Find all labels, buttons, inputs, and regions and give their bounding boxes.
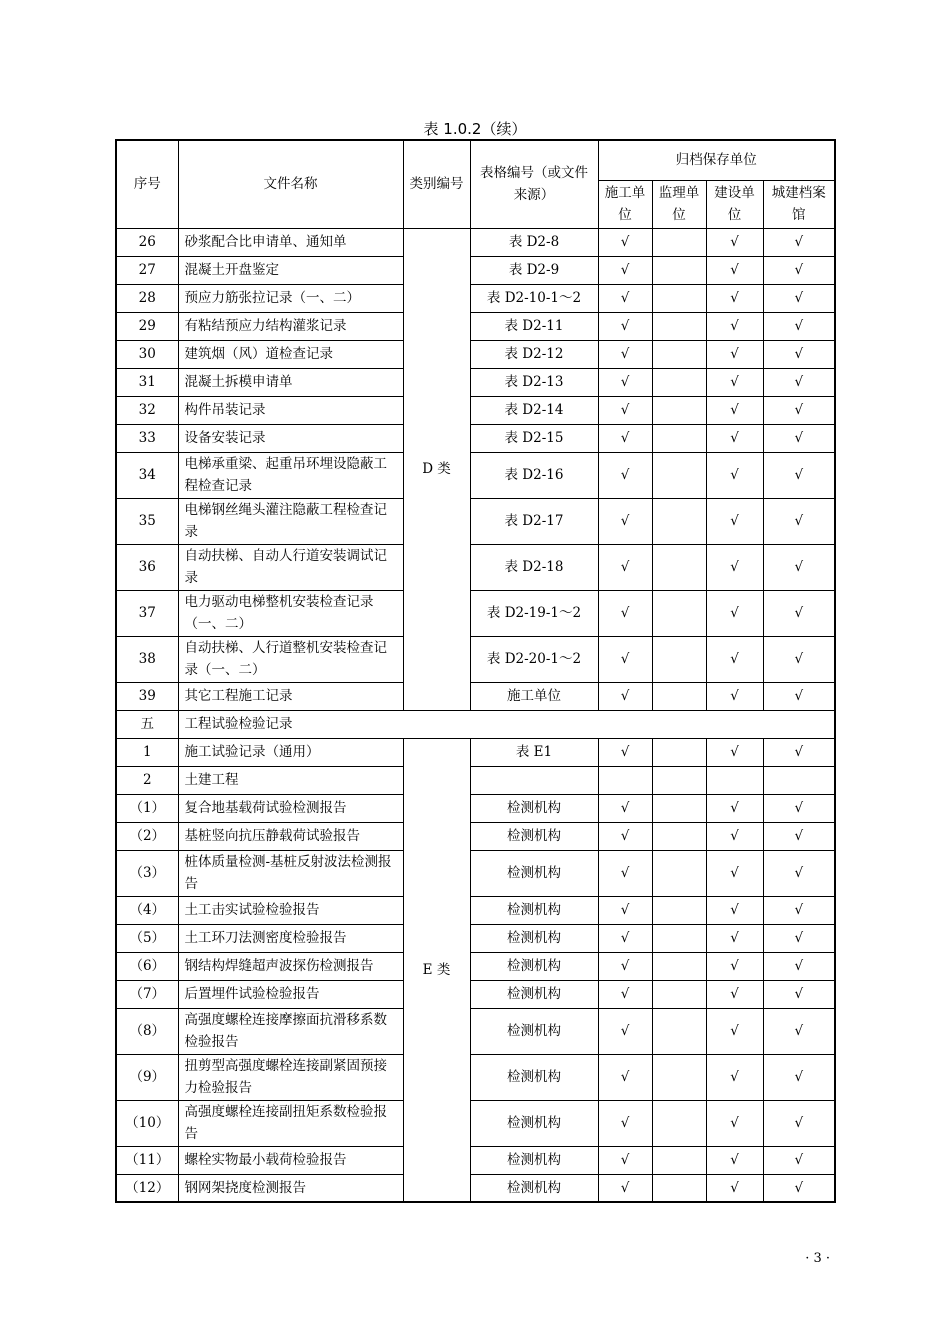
row-seq: 32 (116, 396, 178, 424)
category-cell: E 类 (403, 738, 470, 1202)
mark-archive: √ (763, 980, 835, 1008)
row-seq: 30 (116, 340, 178, 368)
mark-supervision (652, 368, 706, 396)
row-file-name: 螺栓实物最小载荷检验报告 (178, 1146, 403, 1174)
row-seq: 38 (116, 636, 178, 682)
row-file-name: 高强度螺栓连接副扭矩系数检验报告 (178, 1100, 403, 1146)
row-code: 表 D2-17 (470, 498, 598, 544)
mark-owner: √ (706, 794, 763, 822)
row-seq: （1） (116, 794, 178, 822)
mark-construction: √ (598, 424, 652, 452)
mark-construction: √ (598, 284, 652, 312)
row-seq: （4） (116, 896, 178, 924)
table-row (116, 544, 835, 590)
mark-archive: √ (763, 794, 835, 822)
header-code: 表格编号（或文件来源） (470, 140, 598, 228)
mark-owner: √ (706, 738, 763, 766)
mark-archive: √ (763, 452, 835, 498)
mark-owner (706, 766, 763, 794)
mark-owner: √ (706, 850, 763, 896)
row-file-name: 桩体质量检测-基桩反射波法检测报告 (178, 850, 403, 896)
header-unit-construction: 施工单位 (598, 180, 652, 228)
mark-construction: √ (598, 1174, 652, 1202)
table-row (116, 396, 835, 424)
mark-supervision (652, 340, 706, 368)
mark-supervision (652, 738, 706, 766)
mark-construction: √ (598, 228, 652, 256)
mark-supervision (652, 424, 706, 452)
row-seq: （2） (116, 822, 178, 850)
mark-owner: √ (706, 340, 763, 368)
table-row (116, 1008, 835, 1054)
header-unit-owner: 建设单位 (706, 180, 763, 228)
row-file-name: 有粘结预应力结构灌浆记录 (178, 312, 403, 340)
mark-supervision (652, 256, 706, 284)
mark-owner: √ (706, 284, 763, 312)
row-file-name: 设备安装记录 (178, 424, 403, 452)
mark-supervision (652, 1054, 706, 1100)
table-row (116, 1054, 835, 1100)
mark-archive: √ (763, 284, 835, 312)
row-seq: 26 (116, 228, 178, 256)
mark-archive: √ (763, 636, 835, 682)
row-code: 检测机构 (470, 896, 598, 924)
table-row (116, 1146, 835, 1174)
mark-supervision (652, 980, 706, 1008)
row-file-name: 钢结构焊缝超声波探伤检测报告 (178, 952, 403, 980)
header-archive-group: 归档保存单位 (598, 140, 835, 180)
mark-construction: √ (598, 340, 652, 368)
mark-supervision (652, 682, 706, 710)
mark-owner: √ (706, 1008, 763, 1054)
table-row (116, 452, 835, 498)
row-seq: 35 (116, 498, 178, 544)
category-cell: D 类 (403, 228, 470, 710)
row-code: 表 D2-13 (470, 368, 598, 396)
mark-owner: √ (706, 1100, 763, 1146)
mark-construction: √ (598, 952, 652, 980)
mark-owner: √ (706, 312, 763, 340)
row-seq: （9） (116, 1054, 178, 1100)
mark-construction: √ (598, 896, 652, 924)
mark-owner: √ (706, 498, 763, 544)
table-row (116, 636, 835, 682)
mark-archive: √ (763, 822, 835, 850)
mark-supervision (652, 284, 706, 312)
mark-owner: √ (706, 896, 763, 924)
mark-archive: √ (763, 396, 835, 424)
mark-archive: √ (763, 1146, 835, 1174)
mark-supervision (652, 924, 706, 952)
mark-owner: √ (706, 228, 763, 256)
mark-construction (598, 766, 652, 794)
header-seq: 序号 (116, 140, 178, 228)
mark-archive (763, 766, 835, 794)
row-file-name: 扭剪型高强度螺栓连接副紧固预接力检验报告 (178, 1054, 403, 1100)
row-code: 表 D2-8 (470, 228, 598, 256)
row-code: 检测机构 (470, 850, 598, 896)
row-seq: 28 (116, 284, 178, 312)
row-seq: （11） (116, 1146, 178, 1174)
mark-construction: √ (598, 1100, 652, 1146)
table-caption: 表 1.0.2（续） (423, 120, 527, 138)
row-code: 检测机构 (470, 980, 598, 1008)
row-seq: 27 (116, 256, 178, 284)
mark-construction: √ (598, 312, 652, 340)
row-seq: （8） (116, 1008, 178, 1054)
row-code: 检测机构 (470, 1100, 598, 1146)
mark-archive: √ (763, 1054, 835, 1100)
row-file-name: 施工试验记录（通用） (178, 738, 403, 766)
mark-archive: √ (763, 850, 835, 896)
mark-supervision (652, 850, 706, 896)
mark-archive: √ (763, 544, 835, 590)
row-code (470, 766, 598, 794)
row-seq: 37 (116, 590, 178, 636)
mark-construction: √ (598, 1146, 652, 1174)
mark-owner: √ (706, 1054, 763, 1100)
row-seq: （3） (116, 850, 178, 896)
mark-owner: √ (706, 368, 763, 396)
mark-construction: √ (598, 822, 652, 850)
mark-owner: √ (706, 822, 763, 850)
mark-supervision (652, 396, 706, 424)
mark-owner: √ (706, 980, 763, 1008)
row-code: 表 D2-9 (470, 256, 598, 284)
mark-supervision (652, 766, 706, 794)
mark-construction: √ (598, 368, 652, 396)
mark-archive: √ (763, 896, 835, 924)
table-row (116, 1100, 835, 1146)
mark-supervision (652, 452, 706, 498)
table-row (116, 1174, 835, 1202)
table-row (116, 766, 835, 794)
row-file-name: 自动扶梯、自动人行道安装调试记录 (178, 544, 403, 590)
row-code: 表 D2-14 (470, 396, 598, 424)
mark-owner: √ (706, 682, 763, 710)
mark-supervision (652, 1174, 706, 1202)
row-seq: （7） (116, 980, 178, 1008)
row-seq: （6） (116, 952, 178, 980)
mark-owner: √ (706, 636, 763, 682)
table-row (116, 896, 835, 924)
row-code: 检测机构 (470, 1146, 598, 1174)
row-code: 表 D2-16 (470, 452, 598, 498)
table-row (116, 256, 835, 284)
mark-supervision (652, 636, 706, 682)
row-file-name: 钢网架挠度检测报告 (178, 1174, 403, 1202)
mark-construction: √ (598, 590, 652, 636)
mark-supervision (652, 896, 706, 924)
mark-construction: √ (598, 636, 652, 682)
header-name: 文件名称 (178, 140, 403, 228)
mark-construction: √ (598, 256, 652, 284)
table-body (116, 228, 835, 1202)
row-code: 表 D2-18 (470, 544, 598, 590)
mark-construction: √ (598, 498, 652, 544)
table-row (116, 340, 835, 368)
mark-construction: √ (598, 794, 652, 822)
mark-archive: √ (763, 228, 835, 256)
table-row (116, 980, 835, 1008)
mark-owner: √ (706, 452, 763, 498)
row-seq: 34 (116, 452, 178, 498)
table-row (116, 498, 835, 544)
header-unit-supervision: 监理单位 (652, 180, 706, 228)
row-seq: 31 (116, 368, 178, 396)
row-file-name: 电梯钢丝绳头灌注隐蔽工程检查记录 (178, 498, 403, 544)
row-code: 检测机构 (470, 1174, 598, 1202)
mark-owner: √ (706, 424, 763, 452)
row-code: 表 D2-19-1～2 (470, 590, 598, 636)
row-code: 施工单位 (470, 682, 598, 710)
row-file-name: 自动扶梯、人行道整机安装检查记录（一、二） (178, 636, 403, 682)
row-code: 检测机构 (470, 1008, 598, 1054)
mark-construction: √ (598, 1054, 652, 1100)
section-title: 工程试验检验记录 (178, 710, 835, 738)
mark-construction: √ (598, 980, 652, 1008)
row-file-name: 基桩竖向抗压静载荷试验报告 (178, 822, 403, 850)
mark-owner: √ (706, 1174, 763, 1202)
table-row (116, 850, 835, 896)
mark-supervision (652, 544, 706, 590)
row-code: 表 E1 (470, 738, 598, 766)
row-seq: 33 (116, 424, 178, 452)
row-code: 检测机构 (470, 822, 598, 850)
mark-construction: √ (598, 924, 652, 952)
section-row (116, 710, 835, 738)
row-seq: （5） (116, 924, 178, 952)
mark-construction: √ (598, 682, 652, 710)
mark-supervision (652, 1146, 706, 1174)
row-code: 表 D2-11 (470, 312, 598, 340)
row-seq: 1 (116, 738, 178, 766)
mark-archive: √ (763, 1008, 835, 1054)
row-file-name: 混凝土开盘鉴定 (178, 256, 403, 284)
mark-archive: √ (763, 368, 835, 396)
table-row (116, 228, 835, 256)
mark-owner: √ (706, 590, 763, 636)
row-file-name: 建筑烟（风）道检查记录 (178, 340, 403, 368)
mark-construction: √ (598, 738, 652, 766)
mark-owner: √ (706, 1146, 763, 1174)
row-code: 表 D2-20-1～2 (470, 636, 598, 682)
mark-supervision (652, 312, 706, 340)
mark-archive: √ (763, 1174, 835, 1202)
table-row (116, 924, 835, 952)
mark-archive: √ (763, 590, 835, 636)
table-row (116, 822, 835, 850)
row-file-name: 构件吊装记录 (178, 396, 403, 424)
table-row (116, 794, 835, 822)
mark-archive: √ (763, 424, 835, 452)
header-category: 类别编号 (403, 140, 470, 228)
page-number: · 3 · (805, 1251, 830, 1266)
row-file-name: 砂浆配合比申请单、通知单 (178, 228, 403, 256)
mark-archive: √ (763, 924, 835, 952)
row-file-name: 土工环刀法测密度检验报告 (178, 924, 403, 952)
row-file-name: 预应力筋张拉记录（一、二） (178, 284, 403, 312)
row-file-name: 电梯承重梁、起重吊环埋设隐蔽工程检查记录 (178, 452, 403, 498)
row-file-name: 其它工程施工记录 (178, 682, 403, 710)
mark-owner: √ (706, 952, 763, 980)
table-row (116, 424, 835, 452)
row-code: 表 D2-10-1～2 (470, 284, 598, 312)
row-code: 检测机构 (470, 952, 598, 980)
table-row (116, 738, 835, 766)
mark-archive: √ (763, 738, 835, 766)
mark-owner: √ (706, 924, 763, 952)
mark-construction: √ (598, 396, 652, 424)
section-seq: 五 (116, 710, 178, 738)
row-file-name: 电力驱动电梯整机安装检查记录（一、二） (178, 590, 403, 636)
mark-supervision (652, 822, 706, 850)
mark-supervision (652, 590, 706, 636)
row-file-name: 复合地基载荷试验检测报告 (178, 794, 403, 822)
row-file-name: 土建工程 (178, 766, 403, 794)
mark-supervision (652, 952, 706, 980)
row-seq: 39 (116, 682, 178, 710)
mark-supervision (652, 1008, 706, 1054)
row-seq: （12） (116, 1174, 178, 1202)
row-seq: 2 (116, 766, 178, 794)
mark-archive: √ (763, 1100, 835, 1146)
mark-archive: √ (763, 952, 835, 980)
table-row (116, 368, 835, 396)
table-row (116, 590, 835, 636)
row-code: 表 D2-12 (470, 340, 598, 368)
table-row (116, 952, 835, 980)
table-row (116, 312, 835, 340)
mark-construction: √ (598, 544, 652, 590)
mark-archive: √ (763, 256, 835, 284)
mark-archive: √ (763, 340, 835, 368)
row-code: 检测机构 (470, 794, 598, 822)
mark-supervision (652, 498, 706, 544)
row-code: 检测机构 (470, 924, 598, 952)
mark-supervision (652, 228, 706, 256)
mark-archive: √ (763, 312, 835, 340)
mark-archive: √ (763, 498, 835, 544)
row-seq: 29 (116, 312, 178, 340)
row-seq: （10） (116, 1100, 178, 1146)
row-file-name: 混凝土拆模申请单 (178, 368, 403, 396)
mark-supervision (652, 1100, 706, 1146)
mark-construction: √ (598, 850, 652, 896)
mark-archive: √ (763, 682, 835, 710)
mark-construction: √ (598, 452, 652, 498)
mark-construction: √ (598, 1008, 652, 1054)
row-seq: 36 (116, 544, 178, 590)
row-file-name: 高强度螺栓连接摩擦面抗滑移系数检验报告 (178, 1008, 403, 1054)
row-file-name: 后置埋件试验检验报告 (178, 980, 403, 1008)
row-code: 表 D2-15 (470, 424, 598, 452)
header-unit-archive: 城建档案馆 (763, 180, 835, 228)
table-row (116, 682, 835, 710)
mark-supervision (652, 794, 706, 822)
row-file-name: 土工击实试验检验报告 (178, 896, 403, 924)
mark-owner: √ (706, 256, 763, 284)
mark-owner: √ (706, 396, 763, 424)
mark-owner: √ (706, 544, 763, 590)
row-code: 检测机构 (470, 1054, 598, 1100)
archive-table (115, 139, 836, 1203)
table-row (116, 284, 835, 312)
